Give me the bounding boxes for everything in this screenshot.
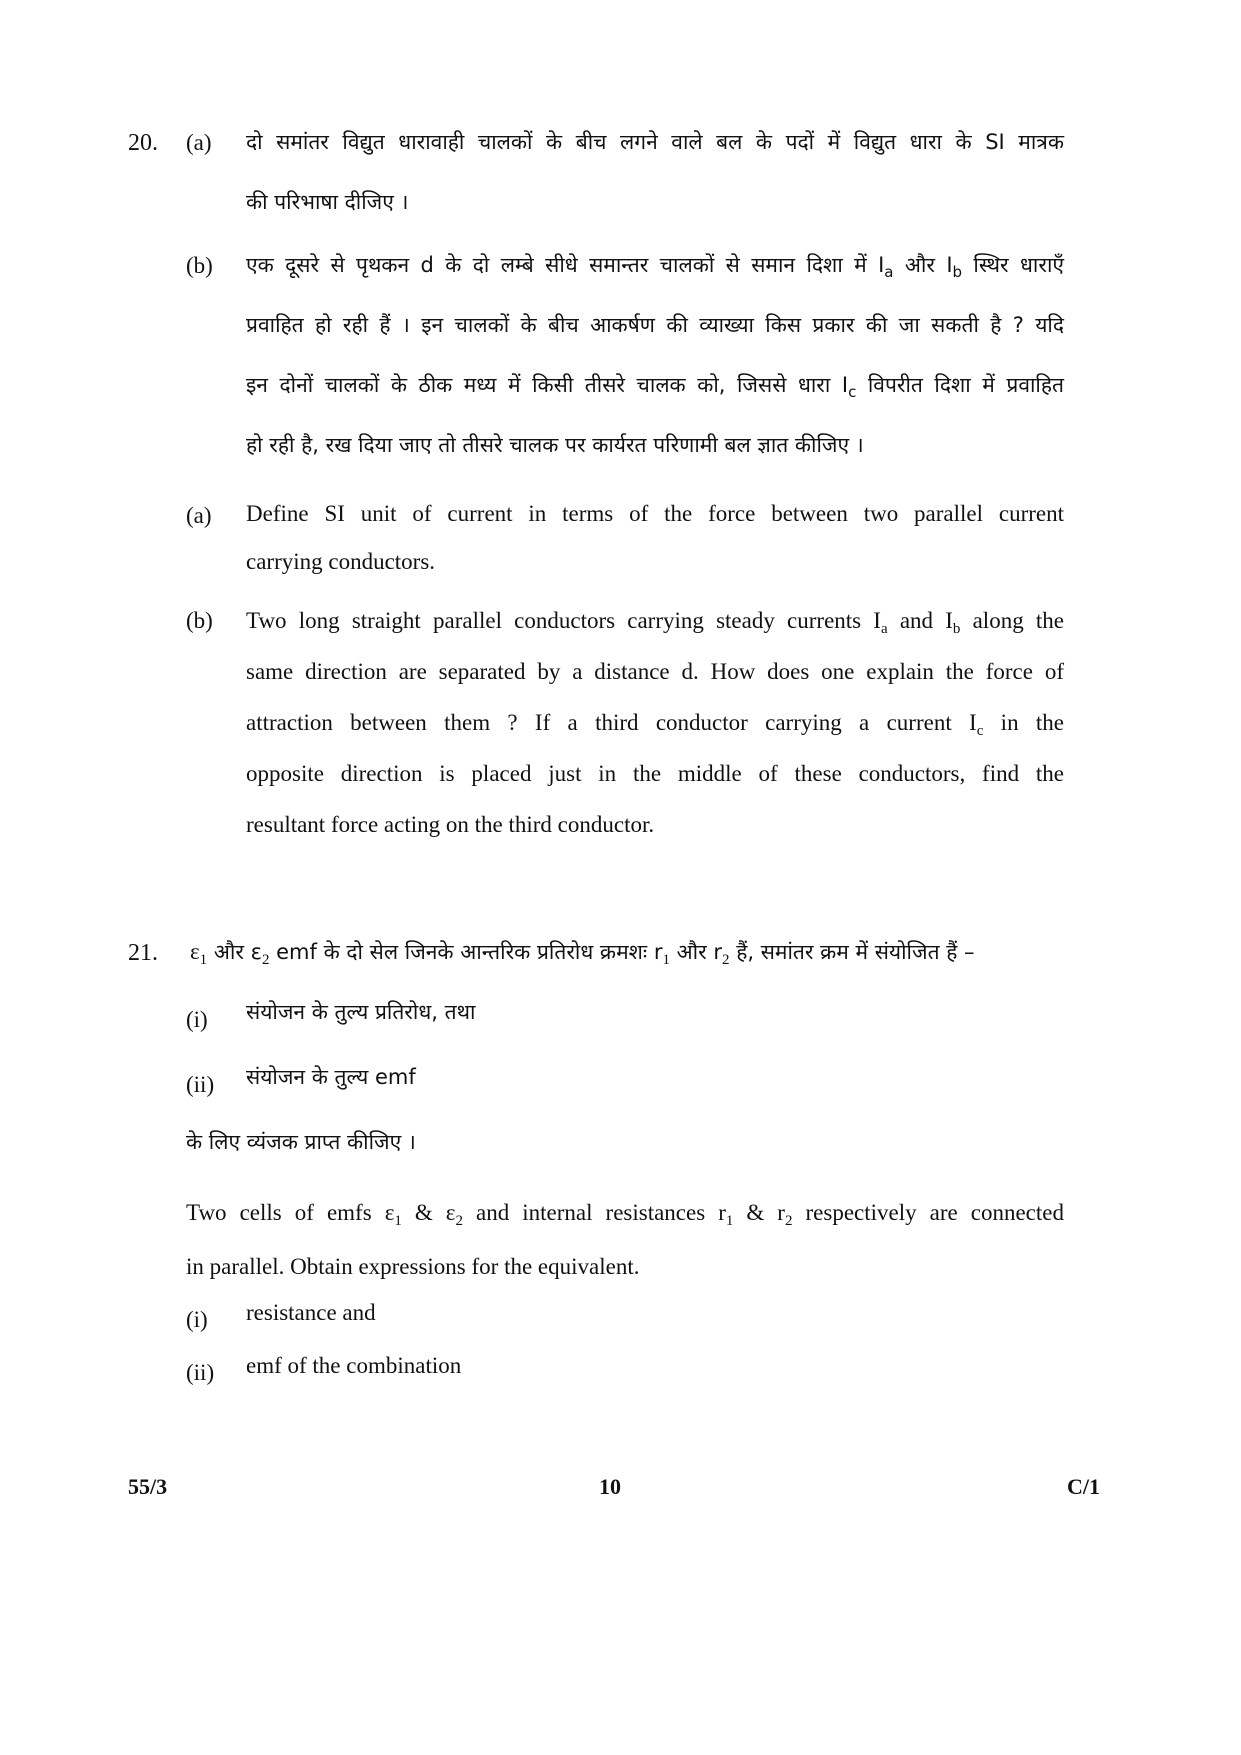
q20-hindi-part-a (246, 112, 1064, 232)
q21-hindi-i-text: संयोजन के तुल्य प्रतिरोध, तथा (246, 1000, 476, 1024)
q21-english-line1: Two cells of emfs $\varepsilon_1$ & $\varepsilon_2$ and internal resistances $r_1$ & $r_2$ respectively are connected (186, 1200, 1064, 1229)
set-code: C/1 (1067, 1474, 1100, 1499)
q20-hindi-a-line2: की परिभाषा दीजिए । (246, 190, 409, 214)
q21-hindi-intro: $\varepsilon_1$ और $\varepsilon_2$ emf के दो सेल जिनके आन्तरिक प्रतिरोध क्रमशः $r_1$ और $r_2$ हैं, समांतर क्रम में संयोजित हैं – (190, 939, 975, 968)
q21-english-i-label: (i) (186, 1307, 208, 1332)
page-number: 10 (599, 1474, 621, 1499)
q20-hindi-a-label: (a) (186, 130, 212, 155)
question-21-number: 21. (128, 940, 158, 966)
q20-hindi-b-line2: प्रवाहित हो रही हैं । इन चालकों के बीच आकर्षण की व्याख्या किस प्रकार की जा सकती है ? यदि (246, 313, 1064, 337)
q20-hindi-b-line4: हो रही है, रख दिया जाए तो तीसरे चालक पर कार्यरत परिणामी बल ज्ञात कीजिए । (246, 433, 864, 457)
q20-english-b-line5: resultant force acting on the third conductor. (246, 812, 655, 837)
q20-english-b-line2: same direction are separated by a distance d. How does one explain the force of (246, 659, 1064, 684)
q20-english-a-line1: Define SI unit of current in terms of the force between two parallel current (246, 501, 1064, 526)
q21-english-ii-label: (ii) (186, 1360, 215, 1385)
q20-english-b-line4: opposite direction is placed just in the middle of these conductors, find the (246, 761, 1064, 786)
q20-hindi-b-line3: इन दोनों चालकों के ठीक मध्य में किसी तीसरे चालक को, जिससे धारा $I_c$ विपरीत दिशा में प्रवाहित (246, 373, 1064, 401)
q20-hindi-b-label: (b) (186, 253, 213, 278)
question-20-number: 20. (128, 130, 158, 156)
q21-hindi-i-label: (i) (186, 1007, 208, 1032)
q21-hindi-outro: के लिए व्यंजक प्राप्त कीजिए । (186, 1130, 416, 1154)
paper-code: 55/3 (128, 1474, 168, 1499)
q20-english-part-a (246, 490, 1064, 586)
q21-hindi-ii-text: संयोजन के तुल्य emf (246, 1065, 416, 1089)
q20-english-part-b (246, 595, 1064, 850)
q20-english-a-label: (a) (186, 503, 212, 528)
q20-hindi-b-line1: एक दूसरे से पृथकन d के दो लम्बे सीधे समान्तर चालकों से समान दिशा में $I_a$ और $I_b$ स्थिर धाराएँ (246, 253, 1064, 281)
q20-english-a-line2: carrying conductors. (246, 549, 436, 574)
q21-english-intro (186, 1186, 1064, 1294)
q20-english-b-line3: attraction between them ? If a third conductor carrying a current $I_c$ in the (246, 710, 1064, 739)
q20-english-b-line1: Two long straight parallel conductors carrying steady currents $I_a$ and $I_b$ along the (246, 608, 1064, 637)
q21-english-i-text: resistance and (246, 1300, 376, 1325)
q20-english-b-label: (b) (186, 608, 213, 633)
q20-hindi-part-b (246, 235, 1064, 475)
q21-english-ii-text: emf of the combination (246, 1353, 462, 1378)
q21-english-line2: in parallel. Obtain expressions for the equivalent. (186, 1254, 640, 1279)
q20-hindi-a-line1: दो समांतर विद्युत धारावाही चालकों के बीच लगने वाले बल के पदों में विद्युत धारा के SI मात्रक (246, 130, 1064, 154)
q21-hindi-ii-label: (ii) (186, 1072, 215, 1097)
